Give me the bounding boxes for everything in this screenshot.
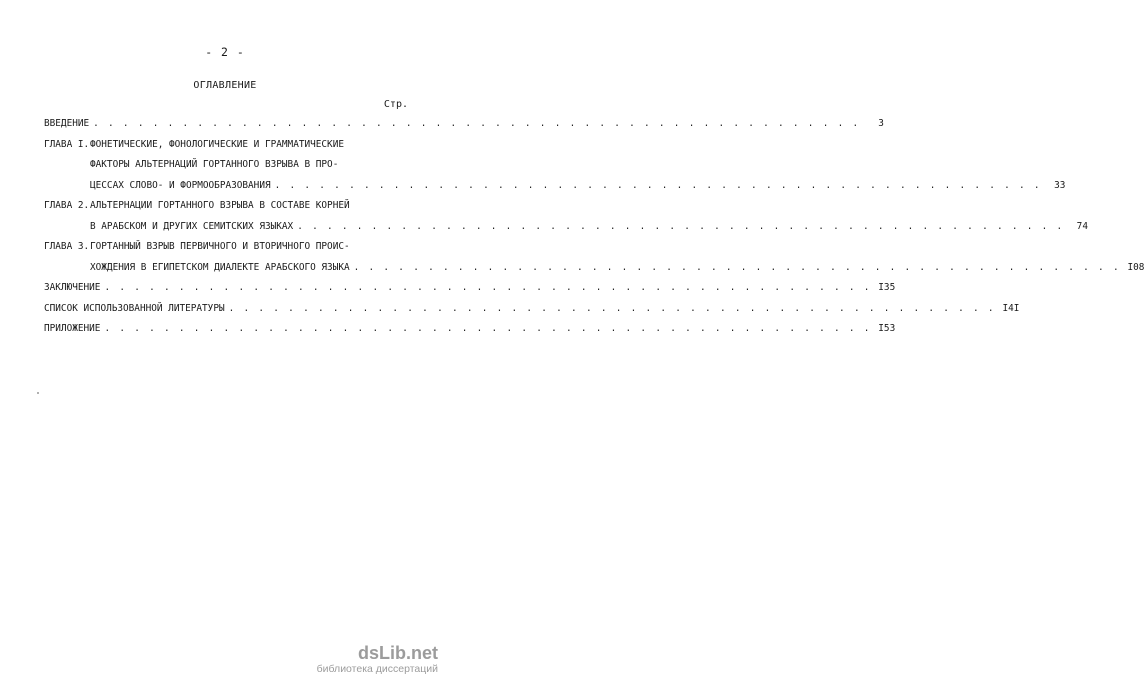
- toc-line: [44, 176, 1066, 197]
- page-number: - 2 -: [205, 45, 245, 59]
- toc-leader-dots: . . . . . . . . . . . . . . . . . . . . . . . . . . . . . . . . . . . . . . . . . . . . . . . . . . . .: [104, 323, 872, 334]
- toc-entry: [44, 237, 1144, 278]
- toc-line: [44, 237, 408, 258]
- toc-page-number: I35: [878, 282, 896, 293]
- toc-entry: [44, 135, 1066, 197]
- watermark-logo: dsLib.net: [358, 643, 438, 663]
- toc-chapter-label: ГЛАВА I.: [44, 138, 90, 150]
- toc-entry-title: ПРИЛОЖЕНИЕ: [44, 323, 101, 334]
- watermark-subtitle: библиотека диссертаций: [316, 663, 438, 675]
- toc-leader-dots: . . . . . . . . . . . . . . . . . . . . . . . . . . . . . . . . . . . . . . . . . . . . . . . . . . . .: [297, 220, 1064, 232]
- page-column-label: Стр.: [383, 99, 408, 110]
- toc-entry-title: ФАКТОРЫ АЛЬТЕРНАЦИЙ ГОРТАННОГО ВЗРЫВА В ПРО-: [90, 159, 339, 170]
- toc-chapter-label: ГЛАВА 3.: [44, 241, 90, 252]
- toc-leader-dots: . . . . . . . . . . . . . . . . . . . . . . . . . . . . . . . . . . . . . . . . . . . . . . . . . . . .: [274, 179, 1042, 191]
- toc-page-number: I4I: [1002, 302, 1020, 314]
- toc-entry-title: В АРАБСКОМ И ДРУГИХ СЕМИТСКИХ ЯЗЫКАХ: [90, 220, 294, 232]
- toc-entry-title: ЗАКЛЮЧЕНИЕ: [44, 282, 101, 293]
- toc-leader-dots: . . . . . . . . . . . . . . . . . . . . . . . . . . . . . . . . . . . . . . . . . . . . . . . . . . . .: [104, 282, 872, 293]
- toc-entry: [44, 319, 896, 340]
- toc-leader-dots: . . . . . . . . . . . . . . . . . . . . . . . . . . . . . . . . . . . . . . . . . . . . . . . . . . . .: [93, 118, 860, 129]
- toc-line: [44, 114, 884, 135]
- toc-entry-title: ЦЕССАХ СЛОВО- И ФОРМООБРАЗОВАНИЯ: [90, 179, 271, 191]
- toc-entry-title: АЛЬТЕРНАЦИИ ГОРТАННОГО ВЗРЫВА В СОСТАВЕ КОРНЕЙ: [90, 200, 350, 211]
- toc-entry-title: ХОЖДЕНИЯ В ЕГИПЕТСКОМ ДИАЛЕКТЕ АРАБСКОГО ЯЗЫКА: [90, 261, 350, 273]
- toc-entry: [44, 299, 1020, 320]
- toc-page-number: 33: [1054, 179, 1066, 191]
- toc-leader-dots: . . . . . . . . . . . . . . . . . . . . . . . . . . . . . . . . . . . . . . . . . . . . . . . . . . . .: [353, 261, 1121, 273]
- toc-entry: [44, 278, 896, 299]
- toc-line: [44, 135, 408, 156]
- toc-line: [44, 299, 1020, 320]
- toc-line: [44, 155, 408, 176]
- toc-chapter-label: ГЛАВА 2.: [44, 200, 90, 211]
- toc-entry-title: ФОНЕТИЧЕСКИЕ, ФОНОЛОГИЧЕСКИЕ И ГРАММАТИЧЕСКИЕ: [90, 138, 344, 150]
- toc-entry: [44, 196, 1088, 237]
- table-of-contents: [44, 114, 1144, 340]
- scan-speck: [37, 392, 39, 394]
- toc-page-number: 74: [1076, 220, 1088, 232]
- toc-page-number: I08: [1127, 261, 1144, 273]
- toc-heading: ОГЛАВЛЕНИЕ: [193, 80, 257, 91]
- toc-page-number: I53: [878, 323, 896, 334]
- toc-entry-title: ГОРТАННЫЙ ВЗРЫВ ПЕРВИЧНОГО И ВТОРИЧНОГО ПРОИС-: [90, 241, 350, 252]
- toc-leader-dots: . . . . . . . . . . . . . . . . . . . . . . . . . . . . . . . . . . . . . . . . . . . . . . . . . . . .: [228, 302, 996, 314]
- toc-entry-title: ВВЕДЕНИЕ: [44, 118, 90, 129]
- toc-page-number: 3: [878, 118, 884, 129]
- toc-line: [44, 319, 896, 340]
- toc-entry: [44, 114, 884, 135]
- toc-line: [44, 196, 408, 217]
- toc-entry-title: СПИСОК ИСПОЛЬЗОВАННОЙ ЛИТЕРАТУРЫ: [44, 302, 225, 314]
- watermark: [317, 643, 438, 676]
- toc-line: [44, 278, 896, 299]
- toc-line: [44, 258, 1144, 279]
- toc-line: [44, 217, 1088, 238]
